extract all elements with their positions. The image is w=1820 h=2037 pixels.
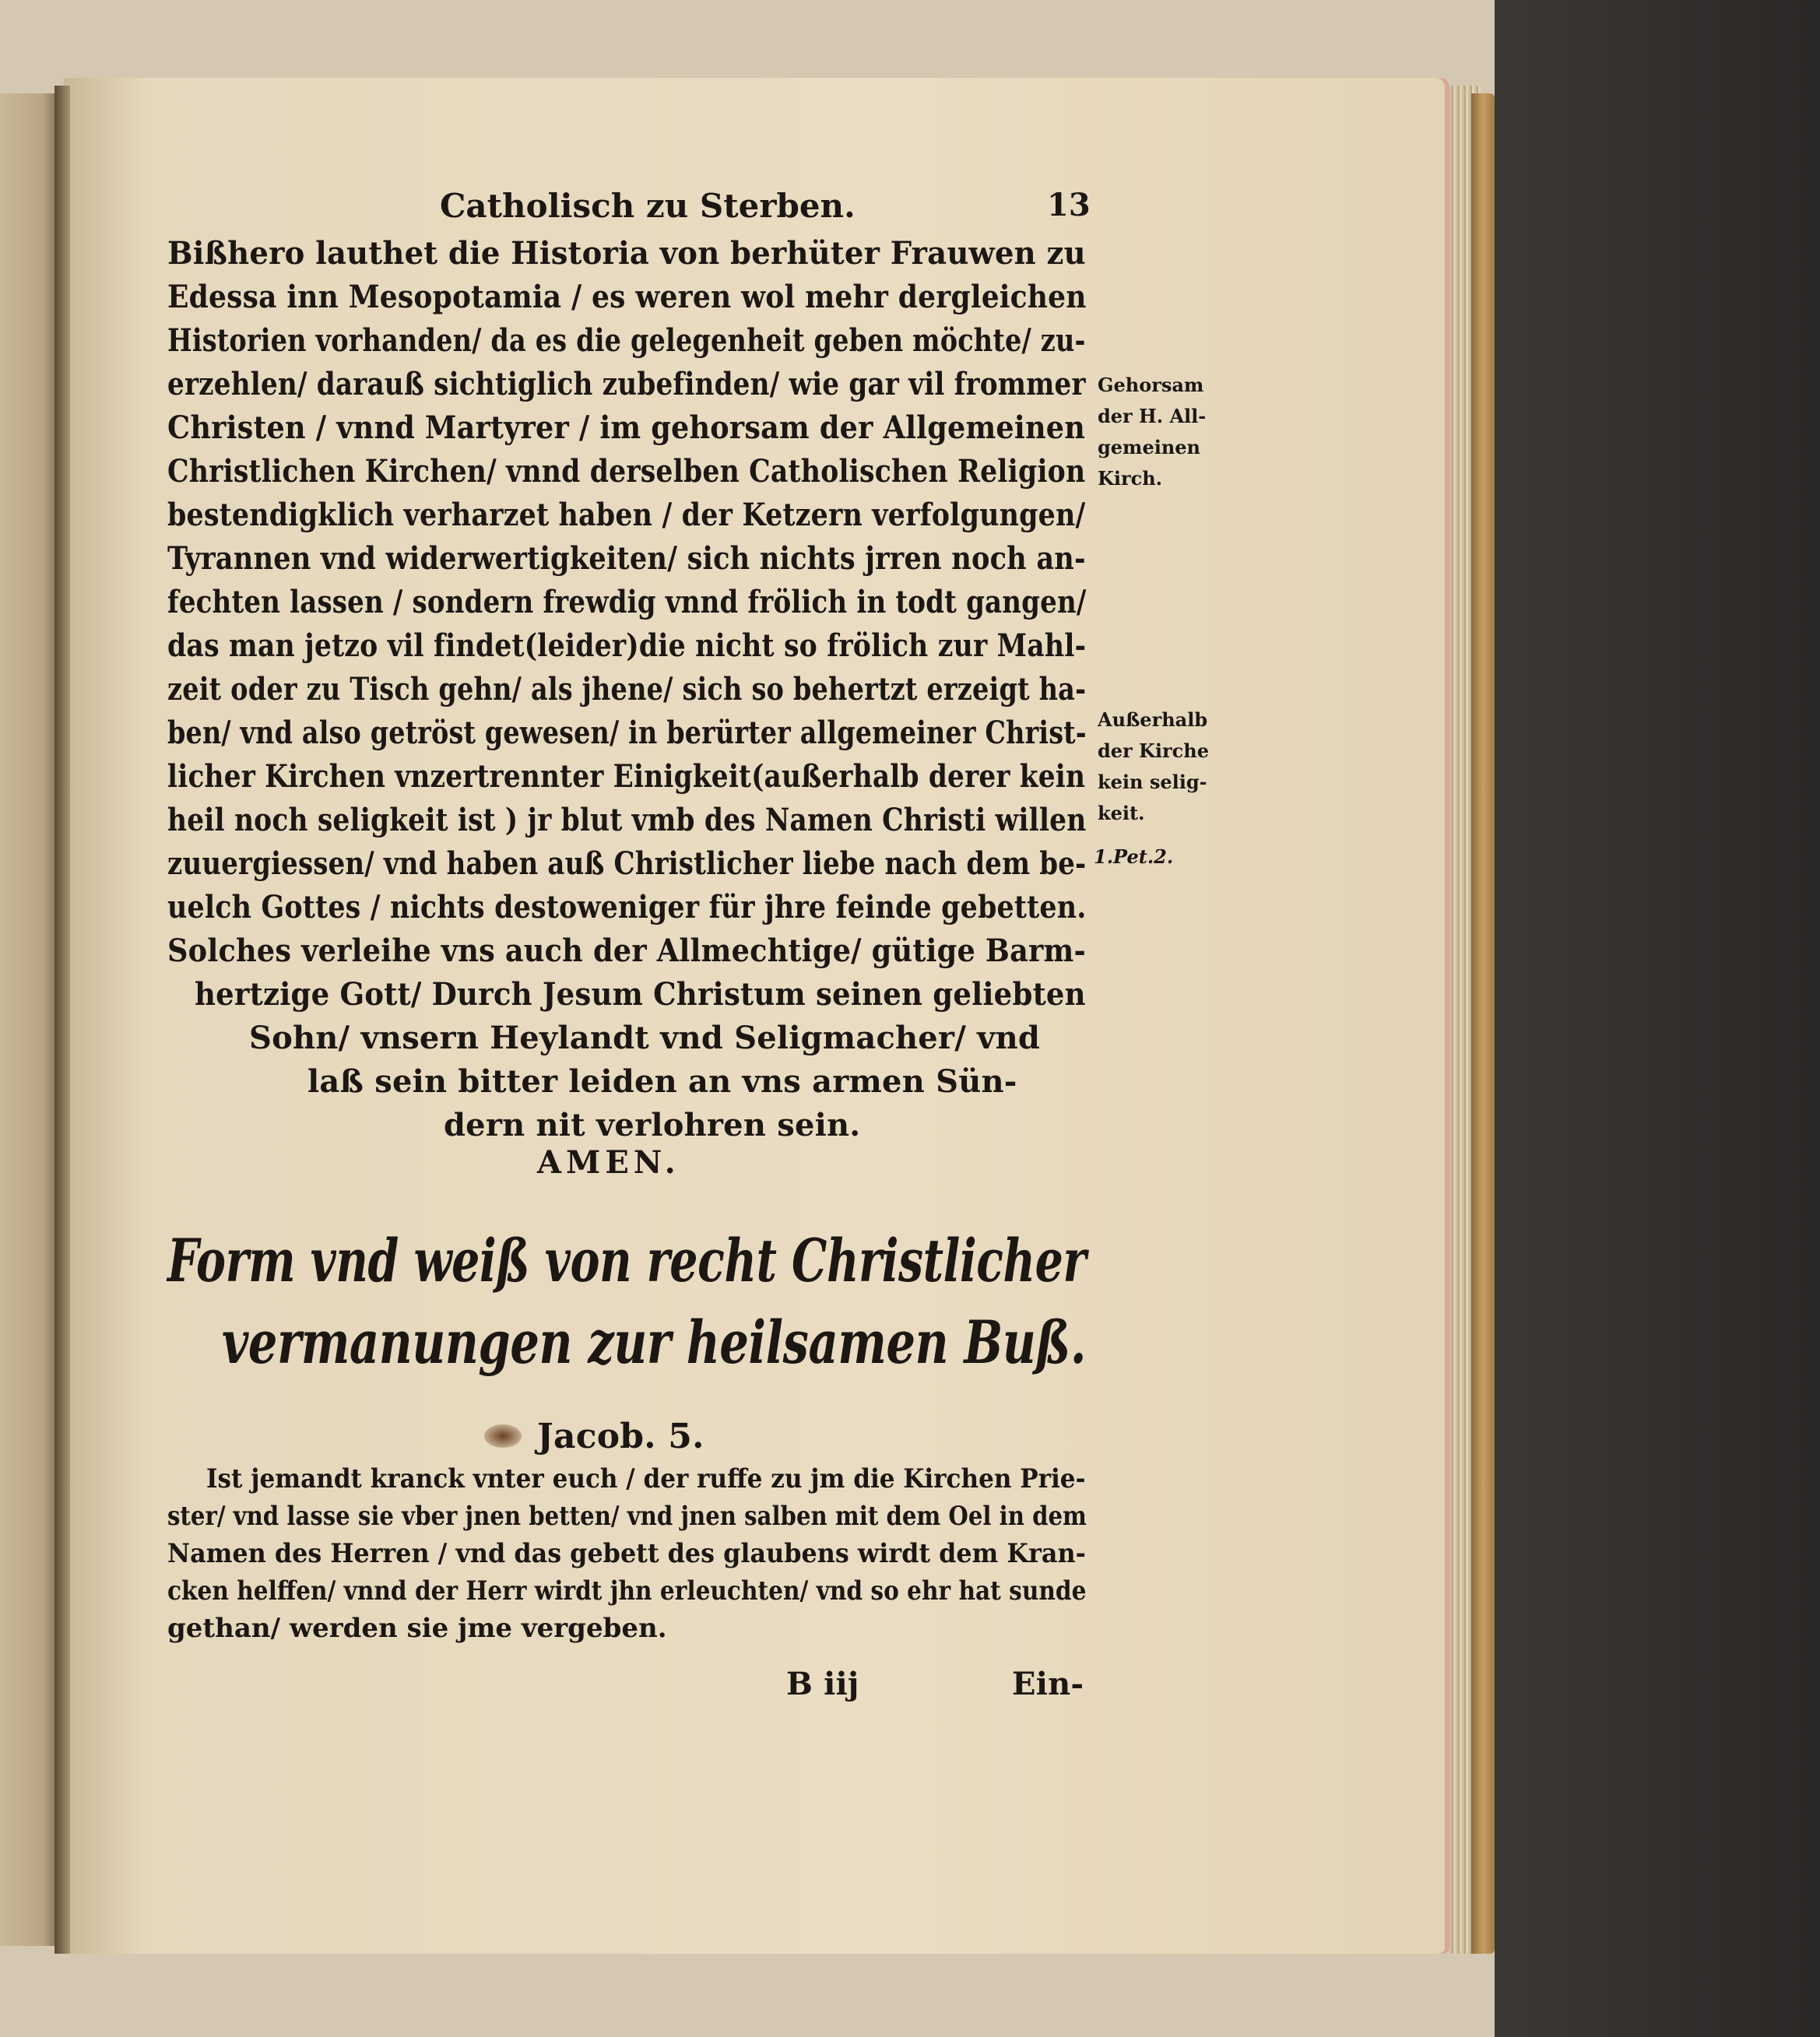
body-line: uelch Gottes / nichts destoweniger für jhre feinde gebetten. — [167, 889, 1087, 925]
section-heading: Form vnd weiß von recht Christlicher — [167, 1226, 1087, 1295]
body-line: fechten lassen / sondern frewdig vnnd frölich in todt gangen/ — [167, 584, 1087, 620]
margin-note-line: Außerhalb — [1098, 708, 1208, 731]
signature-mark: B iij — [786, 1666, 859, 1702]
background-surface — [1495, 0, 1820, 2037]
quote-line: gethan/ werden sie jme vergeben. — [167, 1613, 667, 1644]
body-line: Sohn/ vnsern Heylandt vnd Seligmacher/ vnd — [249, 1020, 1041, 1056]
book-gutter — [54, 86, 70, 1954]
body-line: Christlichen Kirchen/ vnnd derselben Catholischen Religion — [167, 453, 1086, 490]
body-line: Edessa inn Mesopotamia / es weren wol mehr dergleichen — [167, 279, 1087, 315]
body-line: Solches verleihe vns auch der Allmechtige/ gütige Barm- — [167, 932, 1086, 969]
body-line: zuuergiessen/ vnd haben auß Christlicher liebe nach dem be- — [167, 845, 1087, 882]
running-title: Catholisch zu Sterben. — [440, 187, 856, 225]
margin-note-line: kein selig- — [1098, 771, 1207, 793]
margin-note-line: der H. All- — [1098, 405, 1207, 427]
body-line: Historien vorhanden/ da es die gelegenheit geben möchte/ zu- — [167, 322, 1086, 359]
quote-line: ster/ vnd lasse sie vber jnen betten/ vnd jnen salben mit dem Oel in dem — [167, 1501, 1087, 1532]
margin-note-line: gemeinen — [1098, 436, 1200, 458]
quote-line: Ist jemandt kranck vnter euch / der ruffe zu jm die Kirchen Prie- — [206, 1463, 1086, 1494]
margin-note-line: Gehorsam — [1098, 374, 1204, 396]
body-line: das man jetzo vil findet(leider)die nicht so frölich zur Mahl- — [167, 627, 1087, 664]
body-line: Christen / vnnd Martyrer / im gehorsam der Allgemeinen — [167, 409, 1086, 446]
margin-note-line: Kirch. — [1098, 467, 1163, 490]
scripture-citation: Jacob. 5. — [537, 1417, 704, 1456]
body-line: Bißhero lauthet die Historia von berhüter Frauwen zu — [167, 235, 1086, 272]
book-page — [64, 78, 1449, 1954]
catchword: Ein- — [1012, 1666, 1084, 1702]
book-cover-edge — [1471, 93, 1495, 1954]
body-line: dern nit verlohren sein. — [444, 1107, 861, 1143]
body-line: bestendigklich verharzet haben / der Ketzern verfolgungen/ — [167, 497, 1086, 533]
body-line: ben/ vnd also getröst gewesen/ in berürter allgemeiner Christ- — [167, 715, 1087, 751]
margin-note-line: keit. — [1098, 802, 1145, 824]
facing-page-edge — [0, 93, 61, 1946]
body-line: zeit oder zu Tisch gehn/ als jhene/ sich so behertzt erzeigt ha- — [167, 671, 1087, 708]
page-number: 13 — [1047, 187, 1091, 223]
body-line: laß sein bitter leiden an vns armen Sün- — [307, 1063, 1017, 1100]
body-line: heil noch seligkeit ist ) jr blut vmb des Namen Christi willen — [167, 802, 1087, 838]
margin-note-line: der Kirche — [1098, 739, 1210, 762]
ink-stain — [484, 1424, 522, 1448]
body-line: hertzige Gott/ Durch Jesum Christum seinen geliebten — [195, 976, 1086, 1013]
quote-line: Namen des Herren / vnd das gebett des glaubens wirdt dem Kran- — [167, 1538, 1086, 1569]
body-line: erzehlen/ darauß sichtiglich zubefinden/ wie gar vil frommer — [167, 366, 1086, 402]
amen-line: AMEN. — [537, 1144, 680, 1181]
quote-line: cken helffen/ vnnd der Herr wirdt jhn erleuchten/ vnd so ehr hat sunde — [167, 1575, 1087, 1607]
body-line: licher Kirchen vnzertrennter Einigkeit(außerhalb derer kein — [167, 758, 1086, 795]
section-heading: vermanungen zur heilsamen Buß. — [222, 1308, 1087, 1377]
margin-note-line: 1.Pet.2. — [1094, 845, 1174, 868]
body-line: Tyrannen vnd widerwertigkeiten/ sich nichts jrren noch an- — [167, 540, 1086, 577]
